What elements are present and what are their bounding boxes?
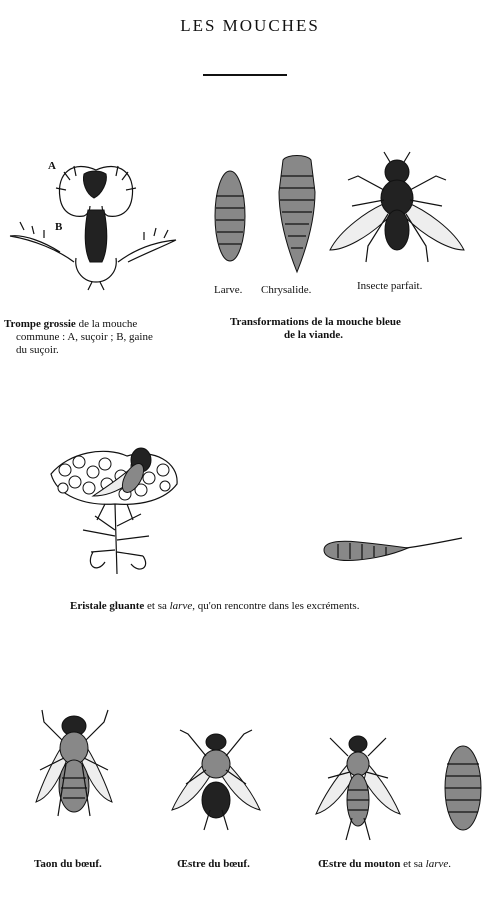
hoverfly-on-flower-icon [45,440,185,578]
pupa-label: Chrysalide. [261,284,312,296]
figure1-caption-line1 [4,318,137,331]
adult-label: Insecte parfait. [357,280,423,292]
figure1-caption-line3: du suçoir. [16,344,59,356]
sheep-botfly-caption-mid: et sa [400,858,426,870]
sheep-botfly-caption [318,858,451,871]
figure1-caption-line2: commune : A, suçoir ; B, gaine [16,331,153,343]
pupa-icon [273,152,321,276]
figure3-caption-italic: larve [169,600,193,612]
figure3-caption-mid: et sa [144,600,170,612]
figure3-caption-bold: Eristale gluante [70,600,145,612]
page-title: LES MOUCHES [180,16,320,35]
larva-label: Larve. [214,284,243,296]
figure1-caption-rest: de la mouche [75,318,138,330]
figure3-caption-rest: , qu'on rencontre dans les excréments. [192,600,360,612]
figure2-caption-line1: Transformations de la mouche bleue [230,316,401,328]
blowfly-icon [328,150,466,276]
rat-tailed-larva-icon [318,534,466,566]
larva-icon [210,166,250,266]
ox-botfly-icon [166,726,266,836]
label-b: B [55,221,63,233]
botfly-larva-icon [441,742,485,834]
label-a: A [48,160,56,172]
horsefly-icon [24,706,124,826]
figure3-caption [70,600,359,613]
sheep-botfly-caption-italic: larve [425,858,449,870]
sheep-botfly-caption-end: . [448,858,452,870]
ox-botfly-caption: Œstre du bœuf. [177,858,250,870]
proboscis-engraving-icon [4,150,189,300]
figure1-caption-bold: Trompe grossie [4,318,76,330]
title-rule [203,74,287,76]
sheep-botfly-icon [312,728,404,844]
sheep-botfly-caption-bold: Œstre du mouton [318,858,401,870]
horsefly-caption: Taon du bœuf. [34,858,102,870]
figure2-caption-line2: de la viande. [284,329,343,341]
